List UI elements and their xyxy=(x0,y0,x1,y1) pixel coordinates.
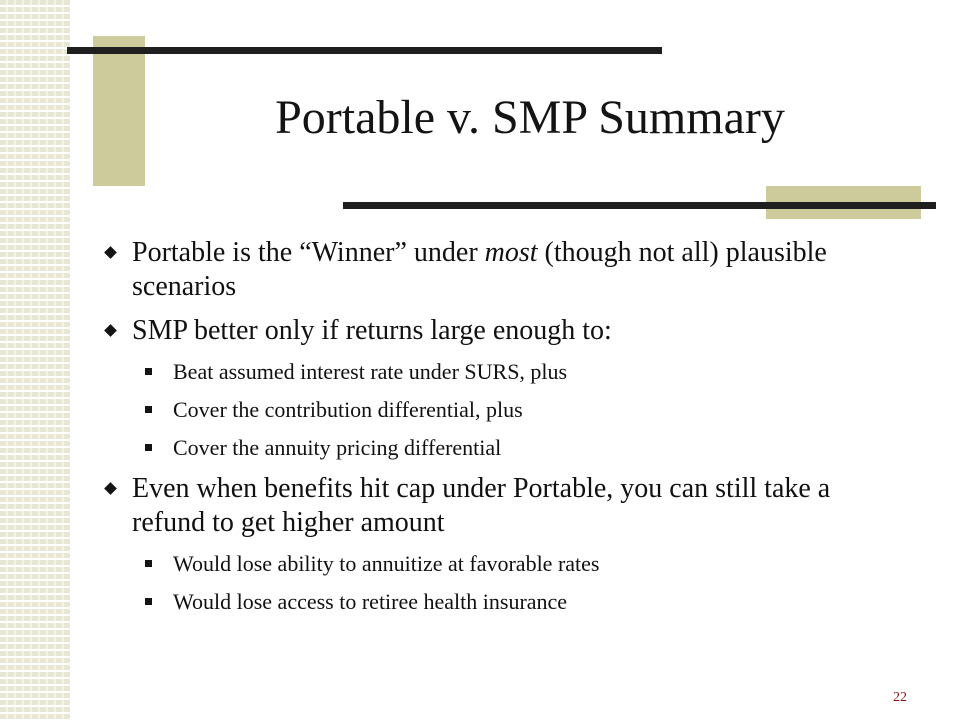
slide-body xyxy=(100,236,910,626)
square-bullet-icon xyxy=(145,406,152,413)
bullet-portable-winner xyxy=(100,236,910,304)
bottom-rule-line xyxy=(343,202,936,209)
top-rule-line xyxy=(67,47,662,54)
square-bullet-icon xyxy=(145,444,152,451)
diamond-bullet-icon xyxy=(104,482,117,495)
square-bullet-icon xyxy=(145,598,152,605)
left-stripe-decoration xyxy=(0,0,70,720)
sub-bullet-text: Beat assumed interest rate under SURS, plus xyxy=(173,359,568,384)
sub-bullet-text: Would lose access to retiree health insurance xyxy=(173,589,568,614)
diamond-bullet-icon xyxy=(104,246,117,259)
sub-bullet xyxy=(100,358,910,385)
sub-bullet-text: Cover the contribution differential, plus xyxy=(173,397,523,422)
top-left-accent-block xyxy=(93,36,145,186)
bullet-text-pre: Portable is the “Winner” under xyxy=(132,237,485,268)
sub-bullet xyxy=(100,588,910,615)
bullet-text: Even when benefits hit cap under Portable, you can still take a refund to get higher amount xyxy=(132,473,831,538)
sub-bullet xyxy=(100,550,910,577)
bullet-text-post: (though not all) plausible scenarios xyxy=(132,237,827,302)
sub-bullet-text: Cover the annuity pricing differential xyxy=(173,435,502,460)
bullet-text-emphasis: most xyxy=(484,237,538,268)
bullet-benefits-cap xyxy=(100,472,910,540)
page-number: 22 xyxy=(893,690,907,705)
slide-title: Portable v. SMP Summary xyxy=(275,91,785,144)
bullet-text: SMP better only if returns large enough to: xyxy=(132,315,612,346)
sub-bullet xyxy=(100,434,910,461)
sub-bullet-text: Would lose ability to annuitize at favorable rates xyxy=(173,551,600,576)
square-bullet-icon xyxy=(145,560,152,567)
diamond-bullet-icon xyxy=(104,324,117,337)
square-bullet-icon xyxy=(145,368,152,375)
bullet-smp-better xyxy=(100,314,910,348)
sub-bullet xyxy=(100,396,910,423)
